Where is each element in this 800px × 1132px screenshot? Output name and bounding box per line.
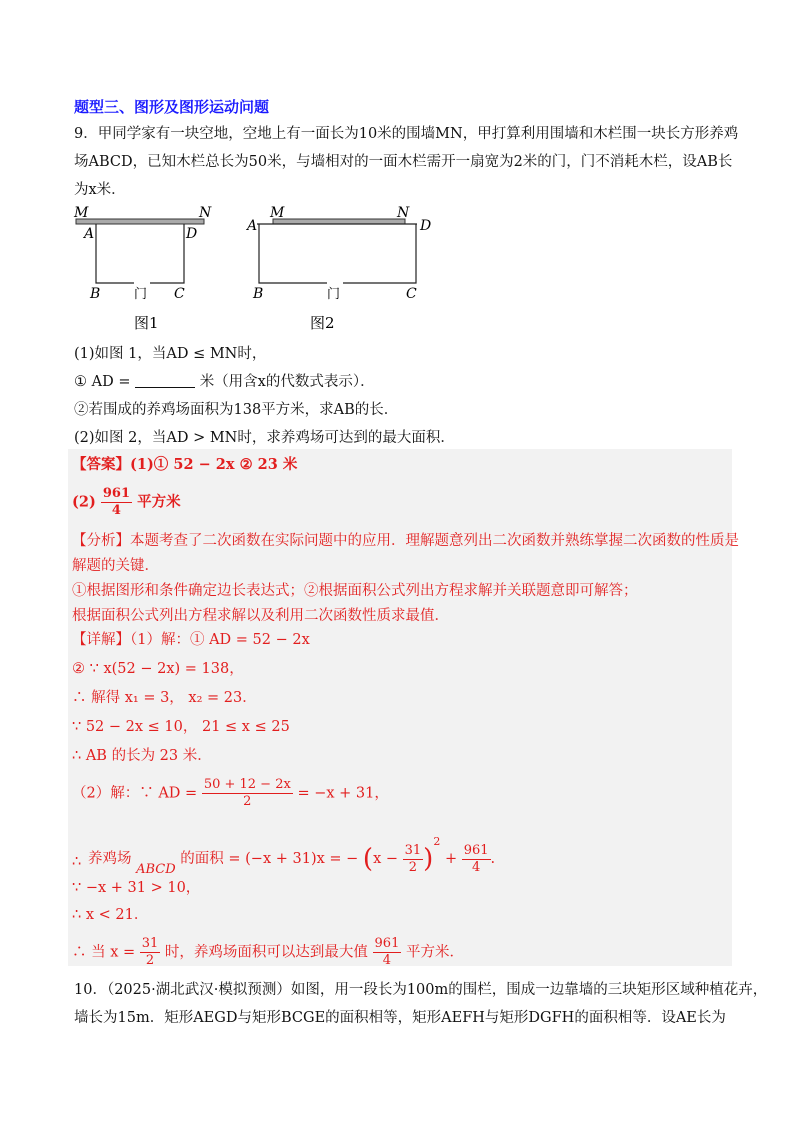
analysis-line3: ①根据图形和条件确定边长表达式；②根据面积公式列出方程求解并关联题意即可解答； — [72, 583, 638, 599]
fig2-label-A: A — [247, 218, 258, 234]
detail-text-1: （1）解：① AD = 52 − 2x — [130, 632, 310, 648]
answer-text-1: (1)① 52 − 2x ② 23 米 — [130, 456, 298, 473]
analysis-line1 — [72, 531, 739, 551]
fig1-label-door: 门 — [134, 287, 148, 302]
detail-10-prefix: ∴ 当 x = — [72, 944, 136, 961]
fig1-label-M: M — [74, 205, 89, 221]
detail-6-prefix: （2）解：∵ AD = — [72, 785, 198, 802]
detail-6-suffix: = −x + 31， — [297, 785, 389, 802]
analysis-text-1: 本题考查了二次函数在实际问题中的应用．理解题意列出二次函数并熟练掌握二次函数的性质是 — [130, 533, 739, 549]
answer-frac-num: 961 — [102, 486, 131, 501]
answer-line2-suffix: 平方米 — [137, 493, 181, 511]
analysis-line4: 根据面积公式列出方程求解以及利用二次函数性质求最值． — [72, 608, 449, 624]
detail-line8: ∵ −x + 31 > 10， — [72, 880, 201, 896]
fig2-label-C: C — [406, 286, 417, 302]
analysis-label: 【分析】 — [72, 533, 130, 549]
answer-line2-prefix: (2) — [72, 493, 96, 511]
detail-7-c: 的面积 = (−x + 31)x = − — [180, 851, 359, 867]
figure2 — [245, 205, 431, 332]
detail-line9: ∴ x < 21． — [72, 907, 149, 923]
fig2-label-M: M — [270, 205, 285, 221]
question-1a — [74, 372, 375, 392]
problem10-line1: 10．（2025·湖北武汉·模拟预测）如图，用一段长为100m的围栏，围成一边靠墙的三块矩形区域种植花卉， — [74, 982, 768, 998]
question-1b: ②若围成的养鸡场面积为138平方米，求AB的长． — [74, 402, 399, 418]
detail-6-den: 2 — [243, 794, 252, 809]
detail-line5: ∴ AB 的长为 23 米． — [72, 748, 212, 764]
fig1-label-N: N — [199, 205, 212, 221]
fig2-caption: 图2 — [310, 314, 335, 332]
detail-7-d: x − — [373, 851, 399, 867]
fig2-label-N: N — [397, 205, 410, 221]
detail-7-b: ABCD — [136, 862, 176, 877]
answer-label: 【答案】 — [72, 456, 130, 473]
detail-10-suffix: 平方米． — [405, 944, 464, 961]
figure1 — [73, 205, 212, 332]
fig1-caption: 图1 — [134, 314, 159, 332]
fig2-label-B: B — [253, 286, 264, 302]
question-1: (1)如图 1，当AD ≤ MN时， — [74, 346, 267, 362]
answer-frac-den: 4 — [111, 503, 121, 518]
detail-label: 【详解】 — [72, 632, 130, 648]
paren-open: ( — [362, 844, 374, 874]
question-1a-prefix: ① AD = — [74, 374, 131, 390]
fig2-label-door: 门 — [327, 287, 341, 302]
answer-line2 — [72, 486, 181, 519]
detail-line2: ② ∵ x(52 − 2x) = 138， — [72, 661, 244, 677]
detail-line10 — [72, 936, 464, 969]
figures-diagram — [60, 200, 460, 340]
detail-line1 — [72, 630, 310, 650]
detail-7-den2: 4 — [471, 859, 481, 875]
detail-6-num: 50 + 12 − 2x — [203, 777, 291, 792]
detail-7-num2: 961 — [463, 842, 489, 858]
detail-line4: ∵ 52 − 2x ≤ 10， 21 ≤ x ≤ 25 — [72, 719, 290, 735]
problem9-line2: 场ABCD，已知木栏总长为50米，与墙相对的一面木栏需开一扇宽为2米的门，门不消耗木栏，设AB长 — [74, 154, 733, 170]
question-1a-suffix: 米（用含x的代数式表示）． — [199, 374, 375, 390]
fig1-label-B: B — [90, 286, 101, 302]
analysis-line2: 解题的关键． — [72, 558, 159, 574]
detail-10-mid: 时，养鸡场面积可以达到最大值 — [164, 944, 368, 961]
answer-line1 — [72, 455, 297, 475]
detail-7-den1: 2 — [408, 859, 418, 875]
detail-line7: 养鸡场 ABCD 的面积 = (−x + 31)x = − (x − $\frac{31}{2}$ )$^2$ + $\frac{961}{4}$ . — [88, 832, 495, 880]
fig1-label-A: A — [84, 226, 95, 242]
fig1-wall — [76, 219, 204, 224]
detail-7-exp: 2 — [433, 835, 441, 848]
detail-7-num1: 31 — [404, 842, 422, 858]
answer-blank — [135, 373, 195, 388]
detail-line7-therefore: ∴ — [72, 854, 82, 870]
fig1-label-D: D — [186, 226, 198, 242]
question-2: (2)如图 2，当AD > MN时，求养鸡场可达到的最大面积． — [74, 430, 455, 446]
fig2-label-D: D — [420, 218, 432, 234]
detail-line6 — [72, 777, 389, 810]
fig1-label-C: C — [174, 286, 185, 302]
detail-line3: ∴ 解得 x₁ = 3， x₂ = 23． — [72, 690, 257, 706]
detail-7-plus: + — [444, 851, 458, 867]
paren-close: ) — [423, 844, 434, 874]
detail-7-a: 养鸡场 — [88, 851, 132, 867]
problem9-line3: 为x米． — [74, 182, 126, 198]
detail-10-den2: 4 — [382, 953, 392, 968]
problem10-line2: 墙长为15m．矩形AEGD与矩形BCGE的面积相等，矩形AEFH与矩形DGFH的面积相等．设AE长为 — [74, 1010, 726, 1026]
detail-10-den1: 2 — [145, 953, 155, 968]
problem9-line1: 9．甲同学家有一块空地，空地上有一面长为10米的围墙MN，甲打算利用围墙和木栏围一块长方形养鸡 — [74, 126, 739, 142]
detail-10-num1: 31 — [141, 936, 159, 951]
section-heading: 题型三、图形及图形运动问题 — [74, 98, 270, 116]
detail-10-num2: 961 — [374, 936, 400, 951]
fig2-wall — [273, 219, 405, 224]
